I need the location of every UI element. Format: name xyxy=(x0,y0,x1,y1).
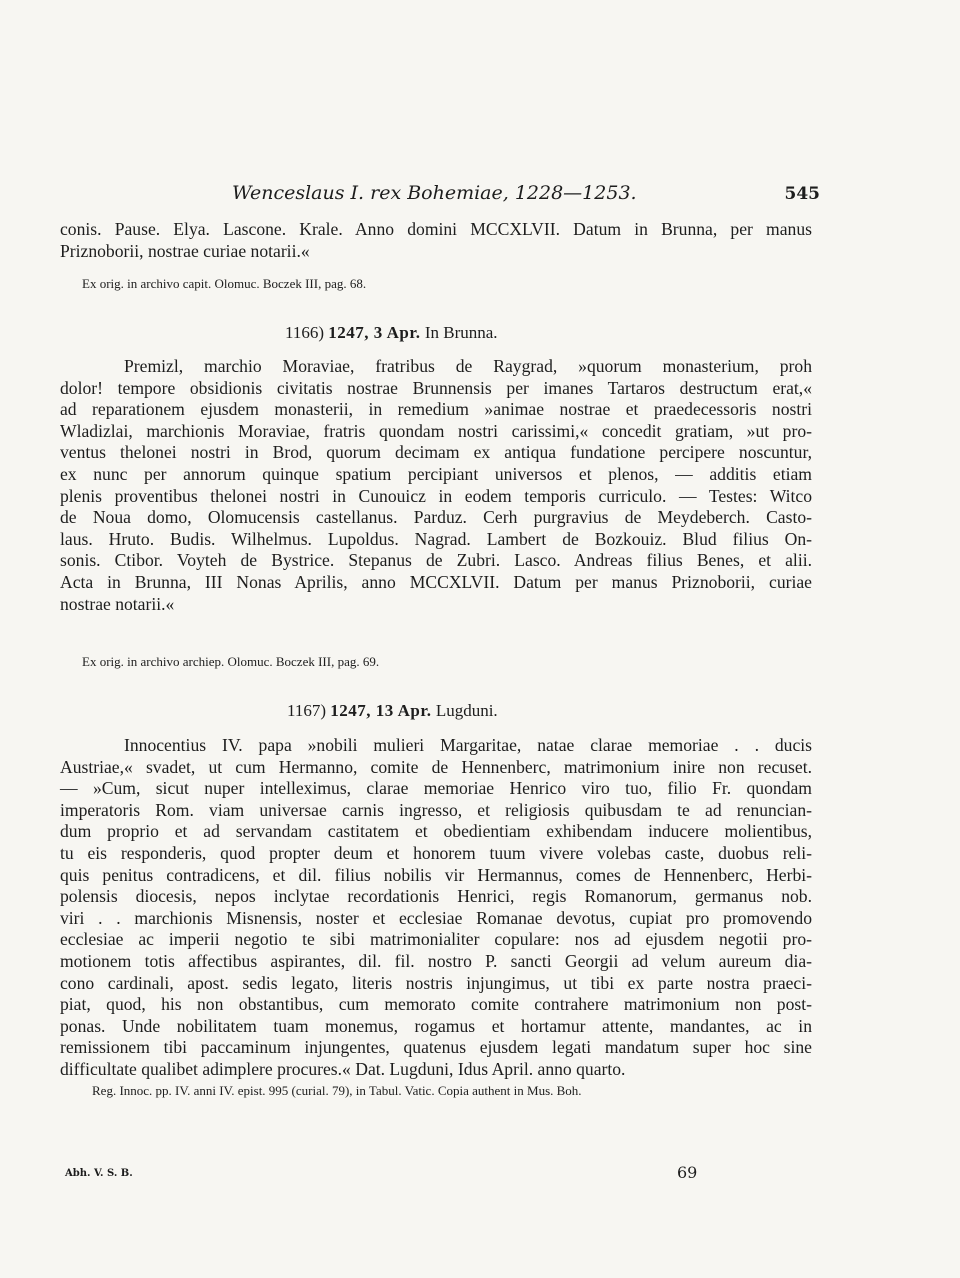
text-line: quis penitus contradicens, et dil. filius nobilis vir Hermannus, comes de Hennenberc, Herbi- xyxy=(60,864,812,885)
text-line: ecclesiae ac imperii negotio te sibi matrimonialiter copulare: nos ad ejusdem negotii pro- xyxy=(60,929,812,950)
doc1166-heading xyxy=(285,323,498,343)
doc-number: 1167) xyxy=(287,701,327,720)
text-line: — »Cum, sicut nuper intelleximus, clarae memoriae Henrico viro tuo, filio Fr. quondam xyxy=(60,778,812,799)
text-line: Acta in Brunna, III Nonas Aprilis, anno MCCXLVII. Datum per manus Priznoborii, curiae xyxy=(60,571,812,592)
text-line: ventus thelonei nostri in Brod, quorum decimam ex antiqua fundatione percipere noscuntur, xyxy=(60,442,812,463)
text-line: ex nunc per annorum quinque spatium percipiant universos et plenos, — additis etiam xyxy=(60,463,812,484)
text-line: viri . . marchionis Misnensis, noster et ecclesiae Romanae devotus, cupiat pro promovendo xyxy=(60,907,812,928)
text-line: tu eis responderis, quod propter deum et honorem tuum vivere volebas caste, duobus reli- xyxy=(60,842,812,863)
doc1167-source-note: Reg. Innoc. pp. IV. anni IV. epist. 995 (curial. 79), in Tabul. Vatic. Copia authent in Mus. Boh. xyxy=(92,1083,582,1098)
signature-mark: Abh. V. S. B. xyxy=(65,1168,133,1179)
doc-number: 1166) xyxy=(285,323,325,342)
doc1-tail-text xyxy=(60,219,812,262)
text-line: laus. Hruto. Budis. Wilhelmus. Lupoldus. Nagrad. Lambert de Bozkouiz. Blud filius On- xyxy=(60,528,812,549)
doc1166-body xyxy=(60,356,812,615)
text-line: sonis. Ctibor. Voyteh de Bystrice. Stepanus de Zubri. Lasco. Andreas filius Benes, et alii. xyxy=(60,550,812,571)
text-line: cono cardinali, apost. sedis legato, literis nostris injungimus, ut tibi ex parte nostra praeci- xyxy=(60,972,812,993)
text-line: nostrae notarii.« xyxy=(60,593,175,614)
text-line: plenis proventibus thelonei nostri in Cunouicz in eodem temporis curriculo. — Testes: Witco xyxy=(60,485,812,506)
text-line: Wladizlai, marchionis Moraviae, fratris quondam nostri carissimi,« concedit gratiam, »ut pro- xyxy=(60,420,812,441)
text-line: de Noua domo, Olomucensis castellanus. Parduz. Cerh purgravius de Meydeberch. Casto- xyxy=(60,507,812,528)
text-line: dolor! tempore obsidionis civitatis nostrae Brunnensis per imanes Tartaros destructum erat,« xyxy=(60,377,812,398)
doc-date: 1247, 3 Apr. xyxy=(328,323,421,342)
text-line: imperatoris Rom. viam universae carnis ingresso, et religiosis quibusdam te ad renuncian- xyxy=(60,799,812,820)
text-line: ad reparationem ejusdem monasterii, in remedium »animae nostrae et praedecessoris nostri xyxy=(60,399,812,420)
running-header xyxy=(60,182,820,212)
text-line: Innocentius IV. papa »nobili mulieri Margaritae, natae clarae memoriae . . ducis xyxy=(124,735,812,755)
text-line: remissionem tibi paccaminum injungentes, quatenus ejusdem legati mandatum super hoc sine xyxy=(60,1037,812,1058)
text-line: Priznoborii, nostrae curiae notarii.« xyxy=(60,240,310,261)
doc-place: Lugduni. xyxy=(435,701,498,720)
text-line: conis. Pause. Elya. Lascone. Krale. Anno domini MCCXLVII. Datum in Brunna, per manus xyxy=(60,219,812,239)
text-line: motionem totis affectibus aspirantes, dil. fil. nostro P. sancti Georgii ad velum aureum dia- xyxy=(60,950,812,971)
running-title: Wenceslaus I. rex Bohemiae, 1228—1253. xyxy=(232,182,637,204)
text-line: Premizl, marchio Moraviae, fratribus de Raygrad, »quorum monasterium, proh xyxy=(124,356,812,376)
doc-date: 1247, 13 Apr. xyxy=(330,701,432,720)
text-line: difficultate qualibet adimplere procures.« Dat. Lugduni, Idus April. anno quarto. xyxy=(60,1058,626,1079)
doc1167-heading xyxy=(287,701,498,721)
doc1167-body xyxy=(60,735,812,1081)
text-line: dum proprio et ad servandam castitatem et obedientiam exhibendam inducere molientibus, xyxy=(60,821,812,842)
doc1-source-note: Ex orig. in archivo capit. Olomuc. Boczek III, pag. 68. xyxy=(82,276,367,291)
doc-place: In Brunna. xyxy=(424,323,498,342)
text-line: piat, quod, his non obstantibus, cum memorato comite contrahere matrimonium non post- xyxy=(60,994,812,1015)
text-line: polensis diocesis, nepos inclytae recordationis Henrici, regis Romanorum, germanus nob. xyxy=(60,886,812,907)
text-line: Austriae,« svadet, ut cum Hermanno, comite de Hennenberc, matrimonium inire non recuset. xyxy=(60,756,812,777)
text-line: ponas. Unde nobilitatem tuam monemus, rogamus et hortamur attente, mandantes, ac in xyxy=(60,1015,812,1036)
doc1166-source-note: Ex orig. in archivo archiep. Olomuc. Boczek III, pag. 69. xyxy=(82,654,380,669)
sheet-number: 69 xyxy=(677,1163,698,1182)
page-number: 545 xyxy=(784,184,820,204)
